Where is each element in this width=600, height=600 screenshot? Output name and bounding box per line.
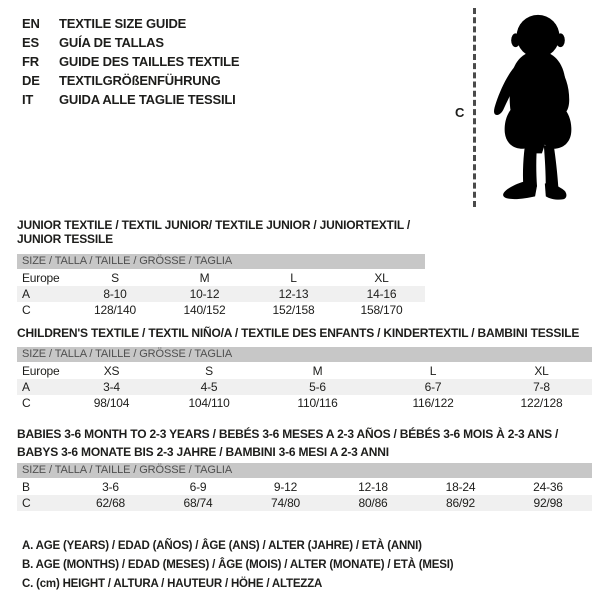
table-cell: XS	[103, 364, 120, 378]
height-measure-dashed-line	[473, 8, 476, 207]
table-row	[17, 379, 592, 395]
size-header-bar: SIZE / TALLA / TAILLE / GRÖSSE / TAGLIA	[17, 347, 592, 362]
table-row	[17, 286, 425, 302]
table-cell: 18-24	[445, 480, 476, 494]
babies-section-title	[17, 425, 592, 461]
row-label: A	[22, 287, 30, 301]
language-title: TEXTILE SIZE GUIDE	[59, 16, 187, 31]
language-row-de	[22, 71, 239, 90]
language-code: FR	[22, 54, 39, 69]
junior-size-table	[17, 270, 425, 318]
language-code: DE	[22, 73, 40, 88]
table-row	[17, 479, 592, 495]
table-cell: 62/68	[95, 496, 126, 510]
language-title: GUIDE DES TAILLES TEXTILE	[59, 54, 240, 69]
row-label: C	[22, 303, 31, 317]
table-cell: 98/104	[93, 396, 130, 410]
table-cell: 12-18	[358, 480, 388, 494]
table-cell: 24-36	[533, 480, 563, 494]
table-row	[17, 495, 592, 511]
babies-title-line1: BABIES 3-6 MONTH TO 2-3 YEARS / BEBÉS 3-6 MESES A 2-3 AÑOS / BÉBÉS 3-6 MOIS À 2-3 ANS /	[17, 427, 559, 441]
language-row-fr	[22, 52, 239, 71]
height-measure-label: C	[455, 105, 465, 120]
table-cell: 68/74	[183, 496, 213, 510]
table-cell: 80/86	[358, 496, 388, 510]
language-code: EN	[22, 16, 40, 31]
table-cell: 9-12	[273, 480, 298, 494]
table-cell: 140/152	[183, 303, 226, 317]
note-height-cm: C. (cm) HEIGHT / ALTURA / HAUTEUR / HÖHE / ALTEZZA	[22, 578, 323, 590]
row-label: B	[22, 480, 30, 494]
note-age-years: A. AGE (YEARS) / EDAD (AÑOS) / ÂGE (ANS) / ALTER (JAHRE) / ETÀ (ANNI)	[22, 540, 422, 552]
language-code: ES	[22, 35, 39, 50]
language-title: GUÍA DE TALLAS	[59, 35, 164, 50]
size-header-bar: SIZE / TALLA / TAILLE / GRÖSSE / TAGLIA	[17, 463, 592, 478]
table-row	[17, 302, 425, 318]
babies-textile-section	[17, 425, 592, 511]
language-row-es	[22, 33, 239, 52]
table-cell: 110/116	[297, 396, 338, 410]
table-cell: 8-10	[103, 287, 127, 301]
table-cell: 86/92	[445, 496, 476, 510]
language-row-en	[22, 14, 239, 33]
toddler-silhouette-image	[487, 10, 589, 210]
note-age-months: B. AGE (MONTHS) / EDAD (MESES) / ÂGE (MOIS) / ALTER (MONATE) / ETÀ (MESI)	[22, 559, 454, 571]
legend-notes	[22, 537, 453, 594]
table-cell: 74/80	[270, 496, 301, 510]
table-cell: 3-6	[102, 480, 119, 494]
size-header-bar: SIZE / TALLA / TAILLE / GRÖSSE / TAGLIA	[17, 254, 425, 269]
table-cell: 128/140	[94, 303, 136, 317]
table-row	[17, 270, 425, 286]
table-cell: 7-8	[533, 380, 550, 394]
table-cell: 14-16	[366, 287, 397, 301]
table-cell: 104/110	[188, 396, 230, 410]
table-cell: XL	[534, 364, 549, 378]
children-size-table	[17, 363, 592, 411]
table-cell: 152/158	[272, 303, 315, 317]
row-label: A	[22, 380, 30, 394]
table-cell: M	[312, 364, 323, 378]
table-cell: 116/122	[412, 396, 454, 410]
table-cell: S	[111, 271, 119, 285]
table-cell: 6-9	[189, 480, 207, 494]
language-title: TEXTILGRÖßENFÜHRUNG	[59, 73, 221, 88]
table-cell: L	[429, 364, 437, 378]
table-cell: M	[199, 271, 210, 285]
row-label: Europe	[22, 364, 60, 378]
table-cell: 10-12	[189, 287, 220, 301]
language-title: GUIDA ALLE TAGLIE TESSILI	[59, 92, 236, 107]
table-cell: 4-5	[200, 380, 218, 394]
language-list	[22, 14, 239, 109]
row-label: C	[22, 496, 31, 510]
table-cell: L	[290, 271, 297, 285]
table-cell: 12-13	[278, 287, 309, 301]
table-cell: 122/128	[520, 396, 563, 410]
table-cell: S	[205, 364, 213, 378]
row-label: C	[22, 396, 31, 410]
children-section-title: CHILDREN'S TEXTILE / TEXTIL NIÑO/A / TEXTILE DES ENFANTS / KINDERTEXTIL / BAMBINI TESSILE	[17, 326, 580, 340]
table-cell: 3-4	[103, 380, 120, 394]
table-row	[17, 395, 592, 411]
children-textile-section	[17, 326, 592, 411]
table-cell: 5-6	[309, 380, 326, 394]
table-row	[17, 363, 592, 379]
table-cell: 92/98	[533, 496, 563, 510]
table-cell: 158/170	[360, 303, 403, 317]
junior-section-title: JUNIOR TEXTILE / TEXTIL JUNIOR/ TEXTILE JUNIOR / JUNIORTEXTIL / JUNIOR TESSILE	[17, 218, 411, 246]
junior-textile-section	[17, 218, 425, 318]
row-label: Europe	[22, 271, 60, 285]
babies-size-table	[17, 479, 592, 511]
language-row-it	[22, 90, 239, 109]
table-cell: XL	[374, 271, 389, 285]
babies-title-line2: BABYS 3-6 MONATE BIS 2-3 JAHRE / BAMBINI 3-6 MESI A 2-3 ANNI	[17, 445, 389, 459]
table-cell: 6-7	[424, 380, 442, 394]
language-code: IT	[22, 92, 34, 107]
